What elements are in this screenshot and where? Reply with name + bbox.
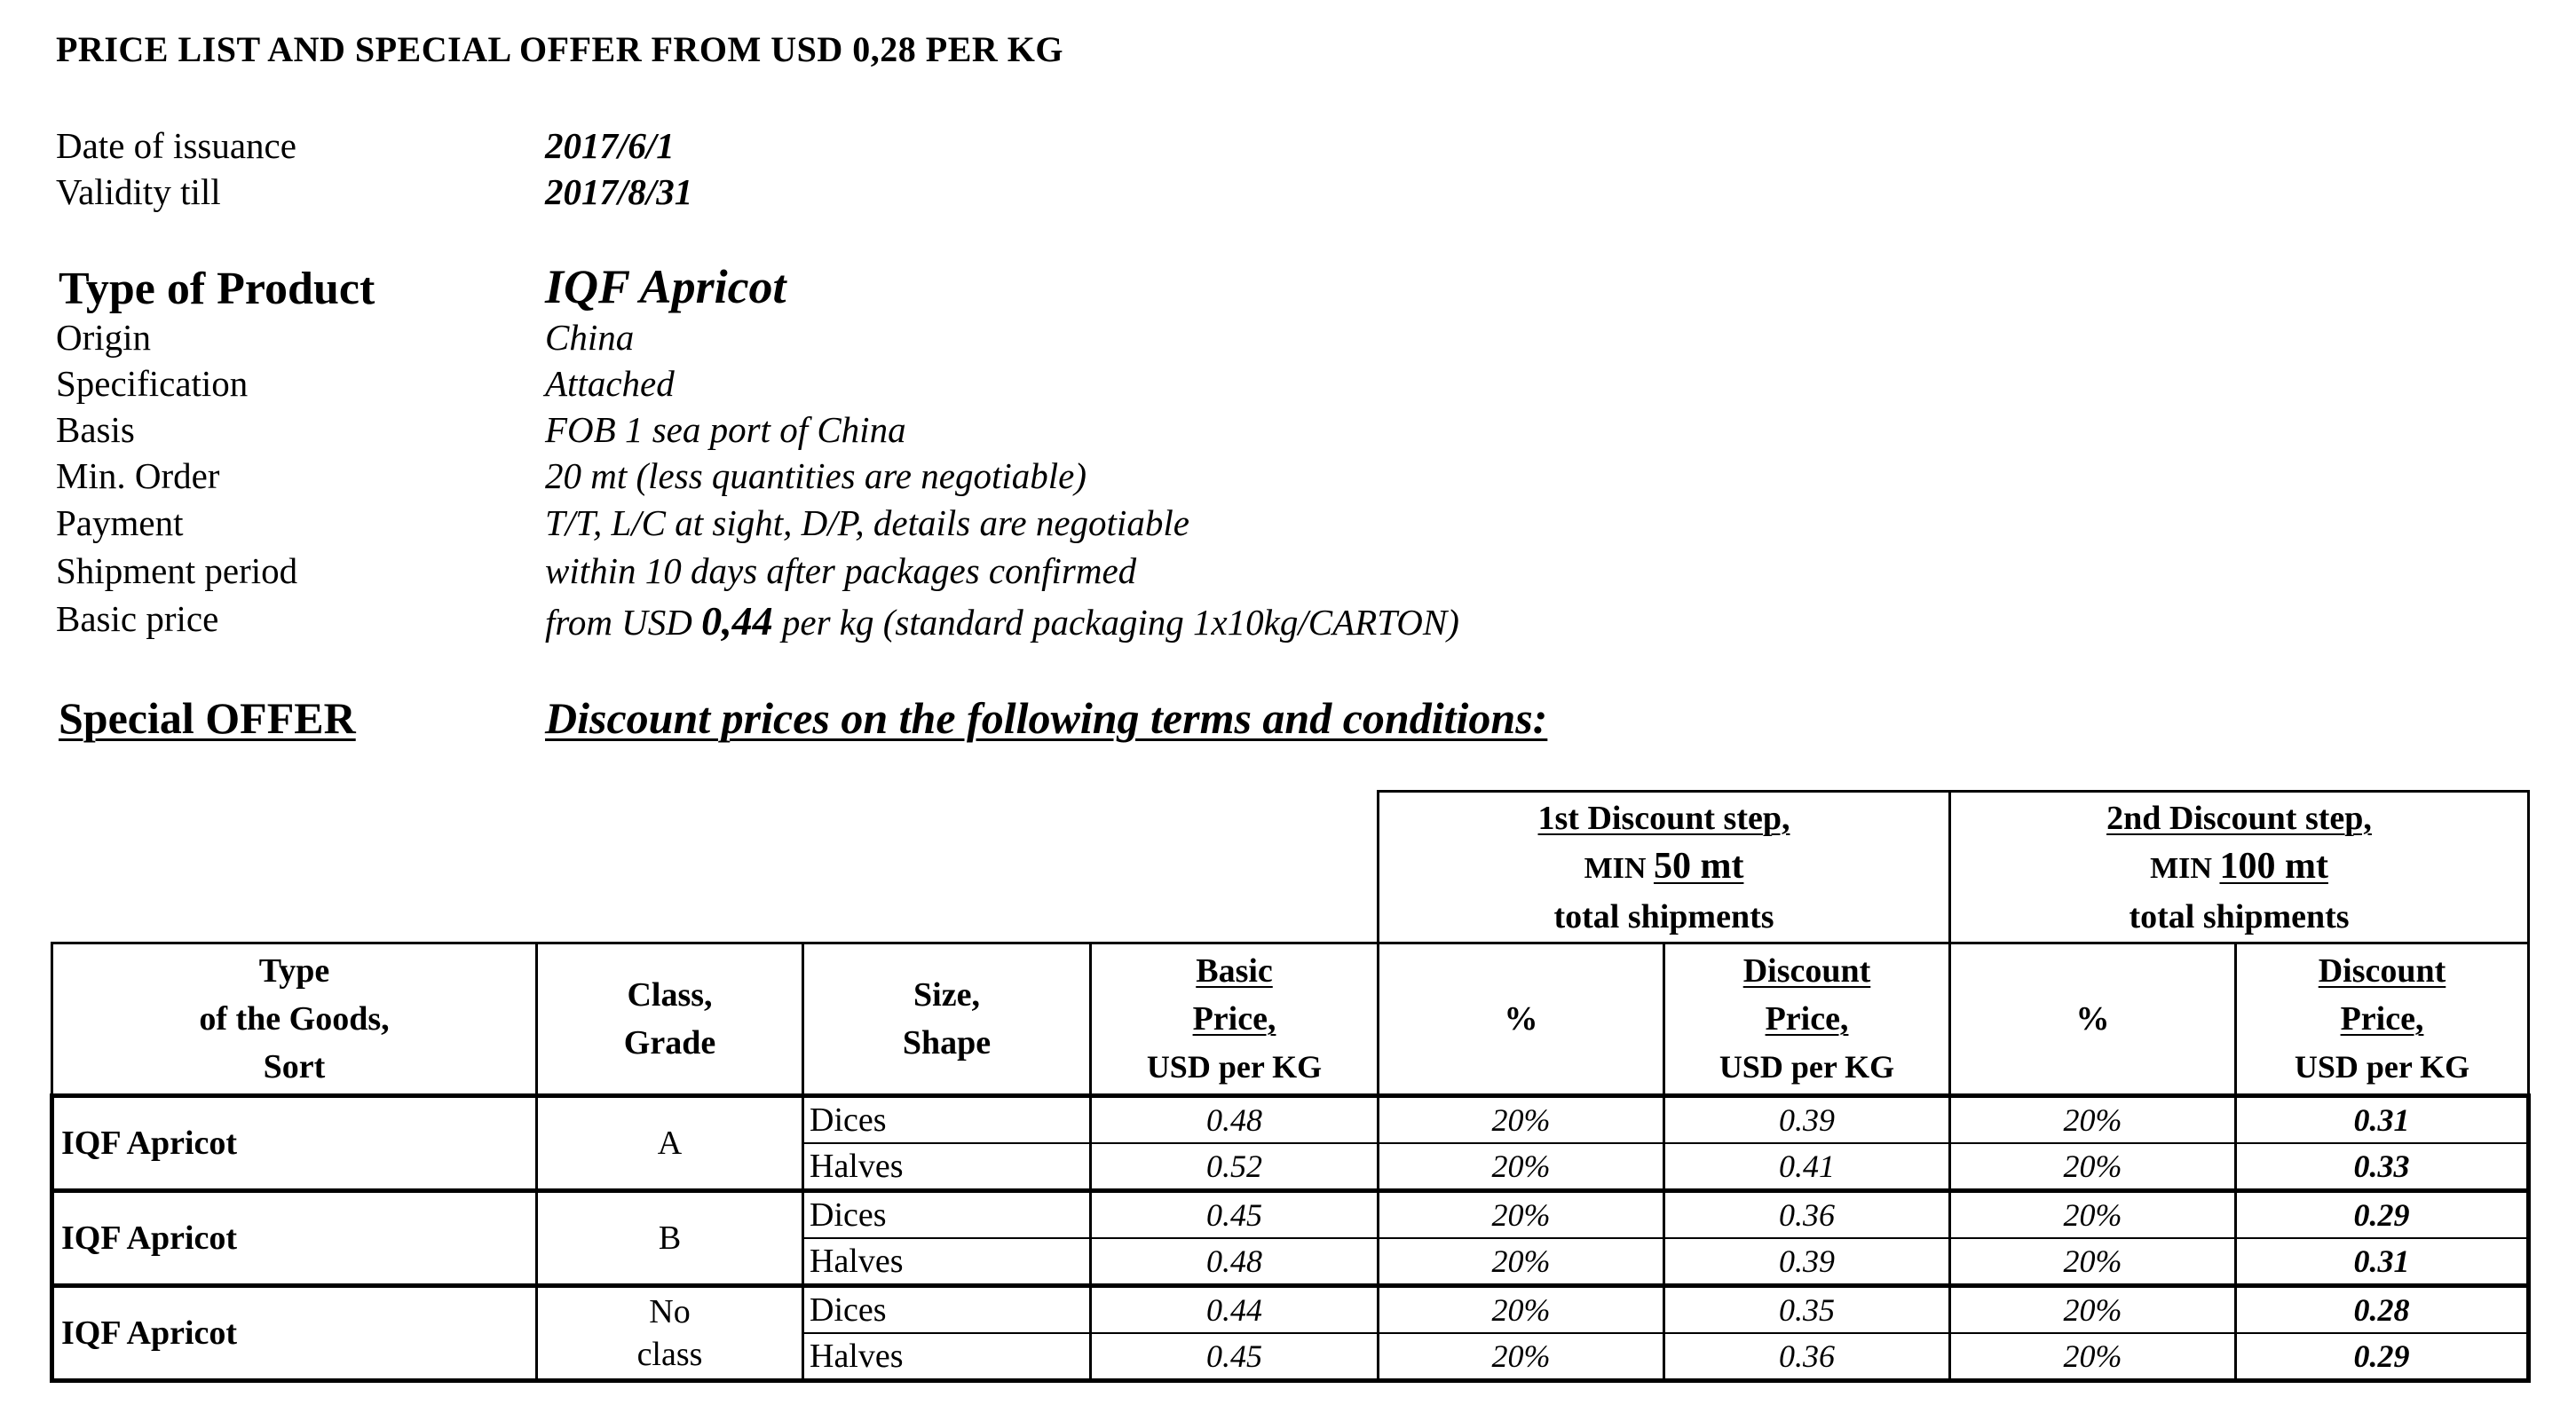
goods-name: IQF Apricot <box>52 1286 537 1381</box>
basic-price-suffix: per kg (standard packaging 1x10kg/CARTON) <box>772 602 1459 643</box>
basic-price: 0.45 <box>1091 1191 1379 1239</box>
origin-label: Origin <box>56 317 152 358</box>
product-type-value: IQF Apricot <box>545 260 786 313</box>
discount-price-2: 0.28 <box>2236 1286 2529 1334</box>
payment-value: T/T, L/C at sight, D/P, details are negotiable <box>545 502 1189 543</box>
column-headers-row <box>52 943 2529 1096</box>
goods-name: IQF Apricot <box>52 1191 537 1286</box>
percent-1: 20% <box>1379 1096 1664 1144</box>
shipment-value: within 10 days after packages confirmed <box>545 550 1137 591</box>
basis-value: FOB 1 sea port of China <box>545 409 906 450</box>
second-discount-step <box>1950 792 2529 943</box>
first-step-title: 1st Discount step, <box>1537 799 1790 837</box>
basis-label: Basis <box>56 409 135 450</box>
discount-price-2: 0.31 <box>2236 1238 2529 1286</box>
header-class: Class, Grade <box>537 943 803 1096</box>
basic-price: 0.48 <box>1091 1096 1379 1144</box>
product-type-label: Type of Product <box>59 264 375 314</box>
size-shape: Halves <box>803 1238 1091 1286</box>
percent-2: 20% <box>1950 1333 2236 1381</box>
discount-price-1: 0.39 <box>1664 1096 1950 1144</box>
percent-2: 20% <box>1950 1143 2236 1191</box>
header-percent-2: % <box>1950 943 2236 1096</box>
basic-price: 0.48 <box>1091 1238 1379 1286</box>
size-shape: Halves <box>803 1143 1091 1191</box>
header-basic-price: Basic Price, USD per KG <box>1091 943 1379 1096</box>
discount-terms-heading: Discount prices on the following terms and conditions: <box>545 693 1548 743</box>
percent-2: 20% <box>1950 1191 2236 1239</box>
percent-1: 20% <box>1379 1333 1664 1381</box>
size-shape: Halves <box>803 1333 1091 1381</box>
discount-price-2: 0.29 <box>2236 1333 2529 1381</box>
size-shape: Dices <box>803 1286 1091 1334</box>
class-grade: No class <box>537 1286 803 1381</box>
basic-price: 0.52 <box>1091 1143 1379 1191</box>
basic-price-prefix: from USD <box>545 602 702 643</box>
validity-label: Validity till <box>56 171 221 212</box>
page-title: PRICE LIST AND SPECIAL OFFER FROM USD 0,28 PER KG <box>56 29 1064 69</box>
discount-price-1: 0.41 <box>1664 1143 1950 1191</box>
basic-price-label: Basic price <box>56 598 219 639</box>
special-offer-heading: Special OFFER <box>59 693 356 743</box>
basic-price-value <box>545 597 1459 644</box>
table-row <box>52 1191 2529 1239</box>
percent-1: 20% <box>1379 1191 1664 1239</box>
second-step-total: total shipments <box>2129 897 2350 935</box>
basic-price-amount: 0,44 <box>701 598 773 643</box>
header-size: Size, Shape <box>803 943 1091 1096</box>
discount-price-1: 0.35 <box>1664 1286 1950 1334</box>
second-step-min: MIN 100 mt <box>2150 845 2328 887</box>
payment-label: Payment <box>56 502 184 543</box>
specification-value: Attached <box>545 363 675 404</box>
shipment-label: Shipment period <box>56 550 298 591</box>
percent-2: 20% <box>1950 1238 2236 1286</box>
percent-2: 20% <box>1950 1286 2236 1334</box>
size-shape: Dices <box>803 1191 1091 1239</box>
second-step-title: 2nd Discount step, <box>2106 799 2372 837</box>
discount-price-1: 0.36 <box>1664 1333 1950 1381</box>
first-step-total: total shipments <box>1553 897 1774 935</box>
header-discount-price-2: Discount Price, USD per KG <box>2236 943 2529 1096</box>
validity-value: 2017/8/31 <box>545 171 693 212</box>
percent-1: 20% <box>1379 1286 1664 1334</box>
goods-name: IQF Apricot <box>52 1096 537 1191</box>
class-grade: A <box>537 1096 803 1191</box>
origin-value: China <box>545 317 635 358</box>
issuance-label: Date of issuance <box>56 125 296 166</box>
discount-steps-row <box>52 792 2529 943</box>
header-percent-1: % <box>1379 943 1664 1096</box>
discount-price-2: 0.31 <box>2236 1096 2529 1144</box>
header-type: Type of the Goods, Sort <box>52 943 537 1096</box>
first-step-min: MIN 50 mt <box>1584 845 1744 887</box>
size-shape: Dices <box>803 1096 1091 1144</box>
percent-1: 20% <box>1379 1143 1664 1191</box>
first-discount-step <box>1379 792 1950 943</box>
discount-price-2: 0.33 <box>2236 1143 2529 1191</box>
min-order-value: 20 mt (less quantities are negotiable) <box>545 455 1087 496</box>
percent-2: 20% <box>1950 1096 2236 1144</box>
basic-price: 0.45 <box>1091 1333 1379 1381</box>
specification-label: Specification <box>56 363 249 404</box>
discount-price-1: 0.36 <box>1664 1191 1950 1239</box>
table-row <box>52 1096 2529 1144</box>
header-discount-price-1: Discount Price, USD per KG <box>1664 943 1950 1096</box>
discount-price-1: 0.39 <box>1664 1238 1950 1286</box>
percent-1: 20% <box>1379 1238 1664 1286</box>
issuance-value: 2017/6/1 <box>545 125 675 166</box>
min-order-label: Min. Order <box>56 455 220 496</box>
price-table <box>50 790 2531 1383</box>
class-grade: B <box>537 1191 803 1286</box>
table-row <box>52 1286 2529 1334</box>
basic-price: 0.44 <box>1091 1286 1379 1334</box>
discount-price-2: 0.29 <box>2236 1191 2529 1239</box>
